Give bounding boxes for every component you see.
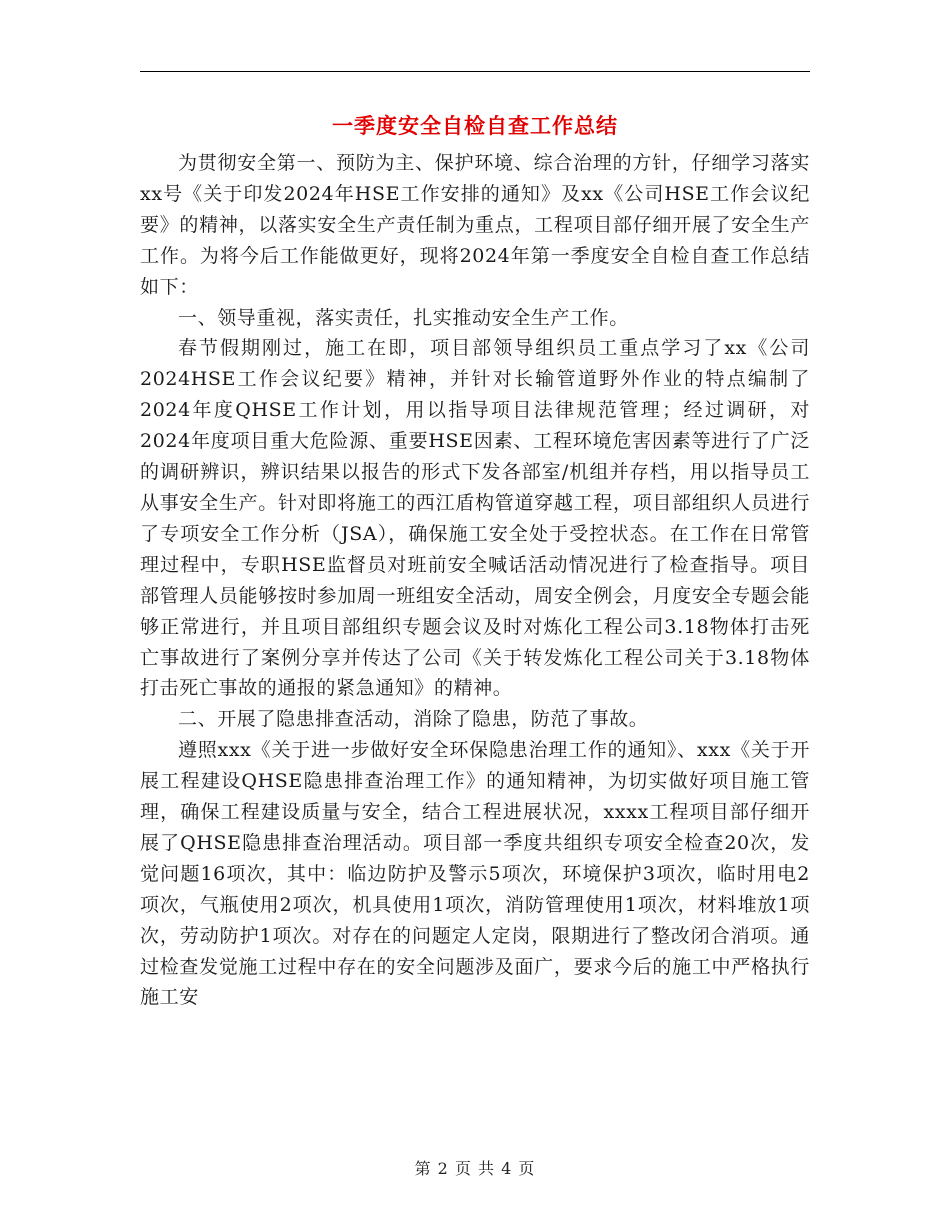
paragraph-section-1: 春节假期刚过，施工在即，项目部领导组织员工重点学习了xx《公司2024HSE工作会议纪要》精神，并针对长输管道野外作业的特点编制了2024年度QHSE工作计划，用以指导项目法律规范管理；经过调研，对2024年度项目重大危险源、重要HSE因素、工程环境危害因素等进行了广泛的调研辨识，辨识结果以报告的形式下发各部室/机组并存档，用以指导员工从事安全生产。针对即将施工的西江盾构管道穿越工程，项目部组织人员进行了专项安全工作分析（JSA），确保施工安全处于受控状态。在工作在日常管理过程中，专职HSE监督员对班前安全喊话活动情况进行了检查指导。项目部管理人员能够按时参加周一班组安全活动，周安全例会，月度安全专题会能够正常进行，并且项目部组织专题会议及时对炼化工程公司3.18物体打击死亡事故进行了案例分享并传达了公司《关于转发炼化工程公司关于3.18物体打击死亡事故的通报的紧急通知》的精神。: [140, 337, 810, 700]
paragraph-section-2: 遵照xxx《关于进一步做好安全环保隐患治理工作的通知》、xxx《关于开展工程建设QHSE隐患排查治理工作》的通知精神，为切实做好项目施工管理，确保工程建设质量与安全，结合工程进展状况，xxxx工程项目部仔细开展了QHSE隐患排查治理活动。项目部一季度共组织专项安全检查20次，发觉问题16项次，其中：临边防护及警示5项次，环境保护3项次，临时用电2项次，气瓶使用2项次，机具使用1项次，消防管理使用1项次，材料堆放1项次，劳动防护1项次。对存在的问题定人定岗，限期进行了整改闭合消项。通过检查发觉施工过程中存在的安全问题涉及面广，要求今后的施工中严格执行施工安: [140, 739, 810, 1009]
document-body: [140, 148, 810, 1013]
paragraph-intro: 为贯彻安全第一、预防为主、保护环境、综合治理的方针，仔细学习落实xx号《关于印发2024年HSE工作安排的通知》及xx《公司HSE工作会议纪要》的精神，以落实安全生产责任制为重点，工程项目部仔细开展了安全生产工作。为将今后工作能做更好，现将2024年第一季度安全自检自查工作总结如下：: [140, 152, 810, 298]
section-heading-2: 二、开展了隐患排查活动，消除了隐患，防范了事故。: [178, 708, 649, 731]
header-rule: [140, 71, 810, 72]
page-number-footer: 第 2 页 共 4 页: [414, 1159, 536, 1178]
section-heading-1: 一、领导重视，落实责任，扎实推动安全生产工作。: [178, 306, 629, 329]
document-title: 一季度安全自检自查工作总结: [332, 114, 618, 138]
